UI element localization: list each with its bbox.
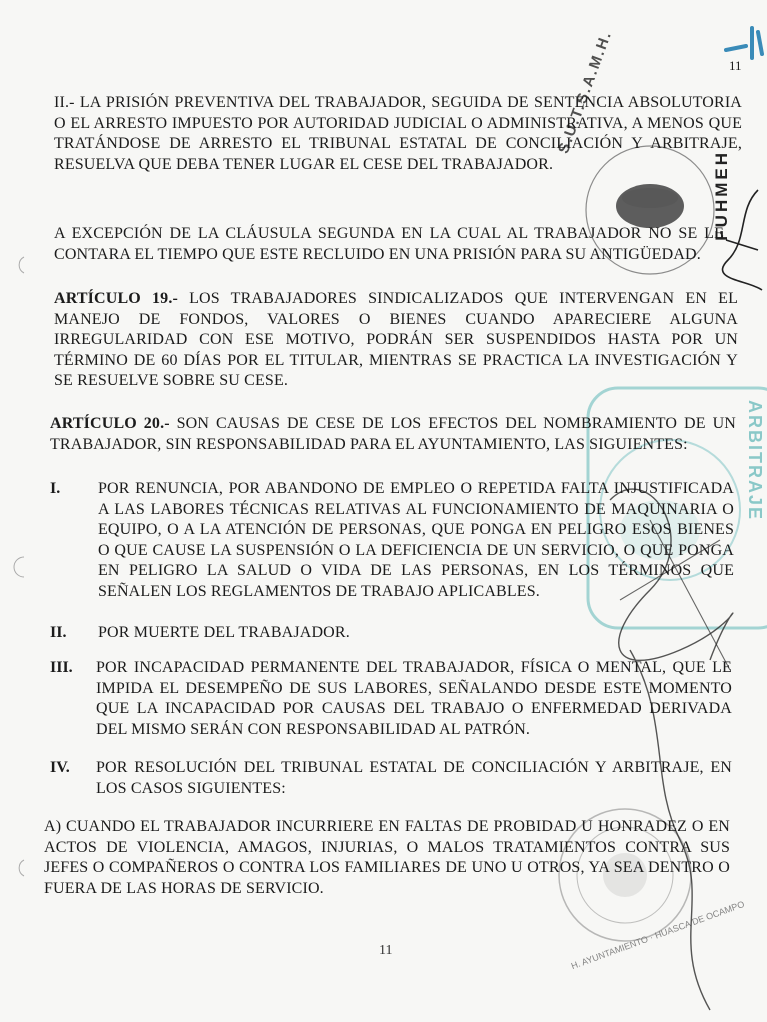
union-seal-text: S.U.T.S.A.M.H. — [555, 28, 616, 156]
tribunal-stamp-text: ARBITRAJE — [745, 400, 765, 522]
article-20-heading: ARTÍCULO 20.- — [50, 415, 170, 432]
item-3-text: POR INCAPACIDAD PERMANENTE DEL TRABAJADOR, FÍSICA O MENTAL, QUE LE IMPIDA EL DESEMPEÑO DE SUS LABORES, SEÑALANDO DESDE ESTE MOMENTO QUE LA INCAPACIDAD POR CAUSAS DEL TRABAJO O ENFERMEDAD DERIVADA DEL MISMO SERÁN CON RESPONSABILIDAD AL PATRÓN. — [96, 659, 732, 738]
item-1-text: POR RENUNCIA, POR ABANDONO DE EMPLEO O REPETIDA FALTA INJUSTIFICADA A LAS LABORES TÉCNICAS RELATIVAS AL FUNCIONAMIENTO DE MAQUINARIA O EQUIPO, O A LA ATENCIÓN DE PERSONAS, QUE PONGA EN PELIGRO ESOS BIENES O QUE CAUSE LA SUSPENSIÓN O LA DEFICIENCIA DE UN SERVICIO, O QUE PONGA EN PELIGRO LA SALUD O VIDA DE LAS PERSONAS, EN LOS TÉRMINOS QUE SEÑALEN LOS REGLAMENTOS DE TRABAJO APLICABLES. — [98, 480, 734, 600]
union-seal-abbrev: FUHMEH — [712, 150, 731, 241]
article-19-text: LOS TRABAJADORES SINDICALIZADOS QUE INTERVENGAN EN EL MANEJO DE FONDOS, VALORES O BIENES CUANDO APARECIERE ALGUNA IRREGULARIDAD CON ESE MOTIVO, PODRÁN SER SUSPENDIDOS HASTA POR UN TÉRMINO DE 60 DÍAS POR EL TITULAR, MIENTRAS SE PRACTICA LA INVESTIGACIÓN Y SE RESUELVE SOBRE SU CESE. — [54, 290, 739, 389]
item-4-number: IV. — [50, 759, 70, 776]
paragraph-articulo-20 — [50, 414, 736, 455]
paragraph-excepcion: A EXCEPCIÓN DE LA CLÁUSULA SEGUNDA EN LA CUAL AL TRABAJADOR NO SE LE CONTARA EL TIEMPO QUE ESTE RECLUIDO EN UNA PRISIÓN PARA SU ANTIGÜEDAD. — [54, 225, 724, 263]
item-4-text: POR RESOLUCIÓN DEL TRIBUNAL ESTATAL DE CONCILIACIÓN Y ARBITRAJE, EN LOS CASOS SIGUIENTES: — [96, 759, 732, 797]
paragraph-prision-preventiva: II.- LA PRISIÓN PREVENTIVA DEL TRABAJADOR, SEGUIDA DE SENTENCIA ABSOLUTORIA O EL ARRESTO IMPUESTO POR AUTORIDAD JUDICIAL O ADMINISTRATIVA, A MENOS QUE TRATÁNDOSE DE ARRESTO EL TRIBUNAL ESTATAL DE CONCILIACIÓN Y ARBITRAJE, RESUELVA QUE DEBA TENER LUGAR EL CESE DEL TRABAJADOR. — [54, 94, 742, 173]
item-1-number: I. — [50, 480, 61, 497]
paragraph-articulo-19 — [54, 289, 738, 392]
punch-mark-icon — [8, 555, 28, 579]
corner-page-number: 11 — [729, 58, 742, 73]
article-19-heading: ARTÍCULO 19.- — [54, 290, 178, 307]
item-2-text: POR MUERTE DEL TRABAJADOR. — [98, 624, 350, 641]
paragraph-inciso-a: A) CUANDO EL TRABAJADOR INCURRIERE EN FALTAS DE PROBIDAD U HONRADEZ O EN ACTOS DE VIOLENCIA, AMAGOS, INJURIAS, O MALOS TRATAMIENTOS CONTRA SUS JEFES O COMPAÑEROS O CONTRA LOS FAMILIARES DE UNO U OTROS, YA SEA DENTRO O FUERA DE LAS HORAS DE SERVICIO. — [44, 818, 730, 897]
punch-mark-icon — [8, 858, 28, 878]
item-3-number: III. — [50, 659, 73, 676]
article-20-text: SON CAUSAS DE CESE DE LOS EFECTOS DEL NOMBRAMIENTO DE UN TRABAJADOR, SIN RESPONSABILIDAD PARA EL AYUNTAMIENTO, LAS SIGUIENTES: — [50, 415, 736, 453]
footer-page-number: 11 — [379, 943, 393, 958]
municipal-seal-text: H. AYUNTAMIENTO · HUASCA DE OCAMPO — [569, 898, 746, 972]
punch-mark-icon — [8, 255, 28, 275]
margin-signature — [718, 180, 767, 300]
item-2-number: II. — [50, 624, 67, 641]
handwritten-mark-icon — [722, 24, 767, 64]
